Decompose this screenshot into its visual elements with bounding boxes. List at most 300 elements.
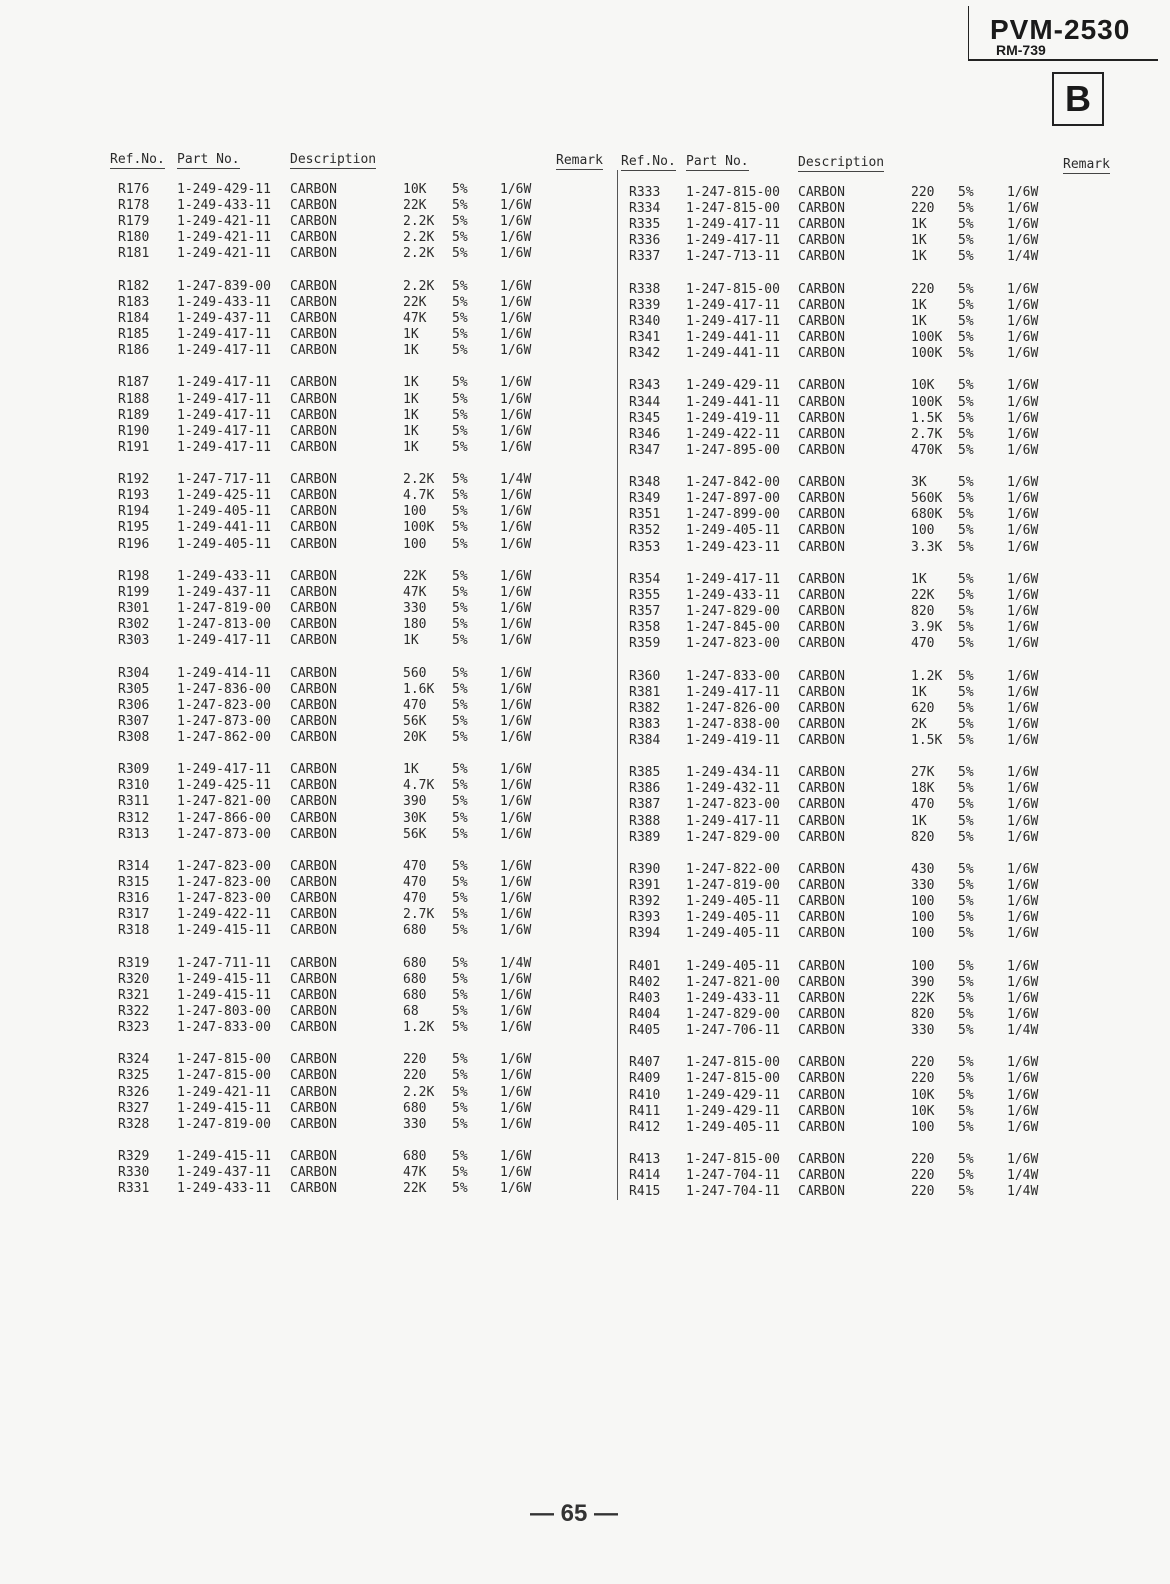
cell-desc: CARBON: [798, 781, 845, 797]
cell-ref: R329: [118, 1149, 150, 1164]
cell-part: 1-249-417-11: [686, 217, 780, 233]
cell-ref: R189: [118, 407, 150, 423]
cell-value: 1K: [403, 633, 419, 649]
cell-watt: 1/6W: [1007, 442, 1039, 458]
right-header-remark: Remark: [1063, 157, 1110, 172]
cell-part: 1-247-815-00: [686, 185, 780, 200]
cell-ref: R303: [118, 633, 150, 649]
cell-tol: 5%: [452, 407, 468, 423]
cell-watt: 1/6W: [500, 907, 532, 923]
cell-watt: 1/6W: [1007, 507, 1039, 523]
cell-desc: CARBON: [798, 571, 845, 587]
cell-tol: 5%: [958, 732, 974, 748]
cell-part: 1-249-433-11: [686, 990, 780, 1006]
cell-watt: 1/6W: [500, 1052, 532, 1068]
cell-value: 220: [911, 185, 935, 200]
cell-desc: CARBON: [290, 1100, 337, 1116]
cell-tol: 5%: [452, 278, 468, 294]
cell-value: 56K: [403, 713, 427, 729]
cell-watt: 1/6W: [1007, 1087, 1039, 1103]
cell-part: 1-249-405-11: [177, 536, 271, 552]
cell-value: 470: [403, 858, 427, 874]
cell-tol: 5%: [958, 1006, 974, 1022]
cell-tol: 5%: [452, 681, 468, 697]
cell-ref: R185: [118, 327, 150, 342]
cell-watt: 1/6W: [500, 891, 532, 907]
cell-desc: CARBON: [290, 327, 337, 342]
cell-value: 3.3K: [911, 539, 943, 555]
cell-watt: 1/6W: [500, 1068, 532, 1084]
cell-watt: 1/4W: [1007, 1023, 1039, 1038]
cell-value: 680: [403, 923, 427, 939]
cell-part: 1-247-897-00: [686, 491, 780, 507]
cell-value: 560K: [911, 491, 943, 507]
cell-tol: 5%: [452, 858, 468, 874]
cell-watt: 1/6W: [1007, 829, 1039, 845]
cell-part: 1-249-405-11: [177, 504, 271, 520]
cell-part: 1-247-704-11: [686, 1168, 780, 1184]
cell-desc: CARBON: [290, 1149, 337, 1164]
cell-desc: CARBON: [798, 1184, 845, 1200]
cell-ref: R322: [118, 1003, 150, 1019]
cell-watt: 1/6W: [1007, 958, 1039, 974]
cell-desc: CARBON: [798, 604, 845, 619]
cell-desc: CARBON: [290, 875, 337, 890]
cell-value: 470: [911, 797, 935, 813]
cell-ref: R307: [118, 713, 150, 729]
cell-desc: CARBON: [290, 1068, 337, 1084]
cell-tol: 5%: [958, 926, 974, 942]
cell-tol: 5%: [958, 781, 974, 797]
cell-ref: R403: [629, 990, 661, 1006]
cell-ref: R394: [629, 926, 661, 942]
cell-part: 1-249-417-11: [686, 684, 780, 700]
cell-part: 1-247-803-00: [177, 1003, 271, 1019]
cell-tol: 5%: [958, 1071, 974, 1087]
cell-part: 1-249-421-11: [177, 214, 271, 230]
cell-ref: R405: [629, 1023, 661, 1038]
model-name: PVM-2530: [990, 14, 1131, 45]
cell-value: 680: [403, 1100, 427, 1116]
cell-watt: 1/6W: [1007, 346, 1039, 362]
cell-watt: 1/6W: [500, 182, 532, 197]
cell-tol: 5%: [958, 1168, 974, 1184]
cell-desc: CARBON: [798, 233, 845, 249]
cell-ref: R306: [118, 697, 150, 713]
header-divider-vertical: [968, 6, 969, 60]
cell-ref: R187: [118, 375, 150, 391]
cell-tol: 5%: [452, 391, 468, 407]
cell-ref: R312: [118, 810, 150, 826]
cell-ref: R336: [629, 233, 661, 249]
cell-tol: 5%: [452, 1052, 468, 1068]
cell-watt: 1/6W: [1007, 410, 1039, 426]
cell-part: 1-249-421-11: [177, 246, 271, 262]
cell-tol: 5%: [958, 1184, 974, 1200]
cell-tol: 5%: [452, 955, 468, 971]
cell-value: 3K: [911, 475, 927, 491]
cell-ref: R193: [118, 488, 150, 504]
cell-desc: CARBON: [798, 636, 845, 652]
cell-value: 2K: [911, 716, 927, 732]
cell-part: 1-249-419-11: [686, 732, 780, 748]
cell-part: 1-247-845-00: [686, 620, 780, 636]
cell-watt: 1/6W: [1007, 281, 1039, 297]
cell-part: 1-247-821-00: [686, 974, 780, 990]
cell-value: 22K: [911, 587, 935, 603]
cell-part: 1-247-711-11: [177, 955, 271, 971]
cell-value: 100K: [403, 520, 435, 536]
cell-value: 220: [911, 1184, 935, 1200]
cell-ref: R309: [118, 762, 150, 778]
cell-desc: CARBON: [290, 633, 337, 649]
cell-watt: 1/6W: [500, 697, 532, 713]
cell-desc: CARBON: [798, 926, 845, 942]
cell-value: 2.7K: [911, 426, 943, 442]
cell-desc: CARBON: [798, 668, 845, 684]
cell-watt: 1/6W: [1007, 797, 1039, 813]
cell-ref: R323: [118, 1020, 150, 1035]
cell-desc: CARBON: [798, 330, 845, 345]
cell-tol: 5%: [958, 604, 974, 619]
cell-desc: CARBON: [290, 1084, 337, 1100]
cell-watt: 1/6W: [1007, 813, 1039, 829]
cell-desc: CARBON: [798, 491, 845, 507]
cell-part: 1-249-417-11: [686, 313, 780, 329]
cell-ref: R196: [118, 536, 150, 552]
cell-ref: R415: [629, 1184, 661, 1200]
cell-watt: 1/6W: [500, 762, 532, 778]
cell-tol: 5%: [452, 891, 468, 907]
cell-part: 1-247-829-00: [686, 829, 780, 845]
cell-value: 22K: [403, 568, 427, 584]
cell-tol: 5%: [452, 729, 468, 745]
cell-part: 1-249-433-11: [686, 587, 780, 603]
cell-part: 1-249-415-11: [177, 987, 271, 1003]
cell-tol: 5%: [452, 230, 468, 246]
cell-part: 1-249-417-11: [177, 375, 271, 391]
cell-ref: R178: [118, 198, 150, 214]
cell-ref: R195: [118, 520, 150, 536]
cell-desc: CARBON: [798, 861, 845, 877]
cell-watt: 1/6W: [1007, 765, 1039, 781]
cell-desc: CARBON: [290, 923, 337, 939]
cell-desc: CARBON: [290, 665, 337, 681]
cell-part: 1-247-873-00: [177, 713, 271, 729]
cell-desc: CARBON: [798, 523, 845, 539]
cell-part: 1-249-423-11: [686, 539, 780, 555]
cell-desc: CARBON: [798, 1055, 845, 1071]
cell-value: 47K: [403, 310, 427, 326]
cell-desc: CARBON: [290, 858, 337, 874]
cell-watt: 1/6W: [500, 1181, 532, 1197]
cell-tol: 5%: [958, 394, 974, 410]
cell-part: 1-249-425-11: [177, 778, 271, 794]
cell-part: 1-247-823-00: [177, 697, 271, 713]
cell-part: 1-249-441-11: [686, 330, 780, 345]
cell-watt: 1/6W: [1007, 426, 1039, 442]
cell-desc: CARBON: [290, 778, 337, 794]
cell-value: 10K: [911, 1103, 935, 1119]
cell-ref: R411: [629, 1103, 661, 1119]
cell-watt: 1/6W: [1007, 587, 1039, 603]
cell-value: 100: [911, 958, 935, 974]
cell-desc: CARBON: [290, 536, 337, 552]
cell-watt: 1/6W: [1007, 475, 1039, 491]
cell-part: 1-249-417-11: [686, 297, 780, 313]
cell-tol: 5%: [452, 568, 468, 584]
cell-watt: 1/6W: [1007, 539, 1039, 555]
cell-watt: 1/6W: [1007, 491, 1039, 507]
cell-tol: 5%: [452, 633, 468, 649]
cell-desc: CARBON: [798, 894, 845, 910]
cell-part: 1-247-713-11: [686, 249, 780, 265]
cell-watt: 1/6W: [500, 713, 532, 729]
cell-tol: 5%: [958, 442, 974, 458]
cell-watt: 1/6W: [1007, 974, 1039, 990]
cell-ref: R305: [118, 681, 150, 697]
cell-watt: 1/6W: [500, 778, 532, 794]
cell-part: 1-247-815-00: [686, 1055, 780, 1071]
page-number: — 65 —: [530, 1500, 619, 1527]
cell-part: 1-249-429-11: [686, 1087, 780, 1103]
cell-value: 2.2K: [403, 246, 435, 262]
cell-desc: CARBON: [290, 246, 337, 262]
cell-value: 20K: [403, 729, 427, 745]
cell-desc: CARBON: [798, 587, 845, 603]
cell-ref: R348: [629, 475, 661, 491]
cell-part: 1-249-417-11: [177, 423, 271, 439]
cell-value: 1K: [403, 423, 419, 439]
cell-value: 1K: [403, 407, 419, 423]
cell-tol: 5%: [452, 665, 468, 681]
cell-desc: CARBON: [798, 1119, 845, 1135]
cell-ref: R316: [118, 891, 150, 907]
cell-ref: R340: [629, 313, 661, 329]
cell-part: 1-249-429-11: [686, 378, 780, 394]
left-header-description: Description: [290, 152, 377, 167]
cell-ref: R392: [629, 894, 661, 910]
cell-desc: CARBON: [798, 990, 845, 1006]
cell-ref: R386: [629, 781, 661, 797]
cell-part: 1-249-437-11: [177, 1165, 271, 1181]
cell-desc: CARBON: [290, 955, 337, 971]
cell-ref: R354: [629, 571, 661, 587]
cell-desc: CARBON: [290, 294, 337, 310]
cell-ref: R176: [118, 182, 150, 197]
cell-tol: 5%: [958, 523, 974, 539]
cell-watt: 1/6W: [500, 327, 532, 342]
cell-value: 2.7K: [403, 907, 435, 923]
cell-desc: CARBON: [290, 826, 337, 842]
cell-tol: 5%: [452, 987, 468, 1003]
cell-watt: 1/6W: [500, 875, 532, 890]
cell-desc: CARBON: [290, 214, 337, 230]
cell-desc: CARBON: [290, 488, 337, 504]
cell-desc: CARBON: [290, 1116, 337, 1132]
cell-desc: CARBON: [798, 797, 845, 813]
cell-part: 1-249-417-11: [686, 571, 780, 587]
cell-value: 470K: [911, 442, 943, 458]
cell-desc: CARBON: [798, 426, 845, 442]
cell-value: 100K: [911, 330, 943, 345]
cell-part: 1-249-441-11: [177, 520, 271, 536]
cell-value: 680K: [911, 507, 943, 523]
cell-value: 820: [911, 829, 935, 845]
cell-tol: 5%: [958, 410, 974, 426]
cell-ref: R339: [629, 297, 661, 313]
cell-tol: 5%: [958, 281, 974, 297]
cell-desc: CARBON: [290, 810, 337, 826]
cell-desc: CARBON: [290, 343, 337, 359]
cell-ref: R315: [118, 875, 150, 890]
cell-value: 100: [911, 926, 935, 942]
cell-desc: CARBON: [798, 313, 845, 329]
cell-desc: CARBON: [290, 1003, 337, 1019]
cell-ref: R357: [629, 604, 661, 619]
cell-ref: R347: [629, 442, 661, 458]
cell-desc: CARBON: [290, 423, 337, 439]
cell-part: 1-249-434-11: [686, 765, 780, 781]
cell-part: 1-247-813-00: [177, 617, 271, 633]
cell-ref: R317: [118, 907, 150, 923]
cell-part: 1-247-823-00: [177, 858, 271, 874]
cell-ref: R333: [629, 185, 661, 200]
cell-ref: R413: [629, 1152, 661, 1167]
cell-value: 30K: [403, 810, 427, 826]
cell-watt: 1/6W: [1007, 990, 1039, 1006]
cell-tol: 5%: [452, 488, 468, 504]
cell-part: 1-249-421-11: [177, 1084, 271, 1100]
cell-value: 430: [911, 861, 935, 877]
cell-desc: CARBON: [798, 1168, 845, 1184]
cell-watt: 1/6W: [1007, 1006, 1039, 1022]
cell-watt: 1/6W: [500, 681, 532, 697]
cell-part: 1-247-815-00: [686, 281, 780, 297]
cell-watt: 1/6W: [500, 504, 532, 520]
cell-value: 4.7K: [403, 778, 435, 794]
cell-part: 1-249-405-11: [686, 894, 780, 910]
cell-tol: 5%: [452, 294, 468, 310]
cell-ref: R355: [629, 587, 661, 603]
cell-tol: 5%: [452, 214, 468, 230]
cell-tol: 5%: [958, 1152, 974, 1167]
cell-ref: R381: [629, 684, 661, 700]
cell-desc: CARBON: [798, 910, 845, 926]
cell-tol: 5%: [452, 439, 468, 455]
cell-tol: 5%: [958, 378, 974, 394]
cell-value: 390: [403, 794, 427, 810]
right-header-ref: Ref.No.: [621, 154, 676, 169]
cell-part: 1-249-433-11: [177, 568, 271, 584]
cell-ref: R321: [118, 987, 150, 1003]
cell-part: 1-249-437-11: [177, 584, 271, 600]
left-header-remark: Remark: [556, 153, 603, 168]
cell-value: 1K: [911, 233, 927, 249]
cell-tol: 5%: [452, 617, 468, 633]
cell-tol: 5%: [452, 1068, 468, 1084]
cell-tol: 5%: [452, 810, 468, 826]
cell-watt: 1/6W: [1007, 233, 1039, 249]
cell-value: 1K: [911, 249, 927, 265]
cell-tol: 5%: [452, 198, 468, 214]
cell-tol: 5%: [958, 249, 974, 265]
cell-tol: 5%: [958, 217, 974, 233]
cell-value: 390: [911, 974, 935, 990]
cell-value: 1.2K: [403, 1020, 435, 1035]
cell-value: 680: [403, 955, 427, 971]
cell-desc: CARBON: [290, 1181, 337, 1197]
cell-value: 220: [911, 1055, 935, 1071]
cell-tol: 5%: [452, 907, 468, 923]
cell-value: 220: [911, 1152, 935, 1167]
cell-watt: 1/6W: [500, 633, 532, 649]
cell-ref: R194: [118, 504, 150, 520]
cell-watt: 1/6W: [500, 617, 532, 633]
cell-desc: CARBON: [290, 391, 337, 407]
cell-value: 100: [911, 523, 935, 539]
cell-part: 1-247-862-00: [177, 729, 271, 745]
cell-desc: CARBON: [798, 185, 845, 200]
cell-desc: CARBON: [798, 700, 845, 716]
cell-ref: R407: [629, 1055, 661, 1071]
cell-desc: CARBON: [290, 375, 337, 391]
cell-watt: 1/6W: [500, 391, 532, 407]
cell-ref: R358: [629, 620, 661, 636]
cell-watt: 1/6W: [500, 923, 532, 939]
cell-watt: 1/6W: [1007, 878, 1039, 893]
cell-ref: R382: [629, 700, 661, 716]
cell-desc: CARBON: [290, 1052, 337, 1068]
cell-ref: R314: [118, 858, 150, 874]
cell-value: 22K: [403, 198, 427, 214]
cell-ref: R341: [629, 330, 661, 345]
left-header-part: Part No.: [177, 152, 240, 167]
cell-part: 1-247-823-00: [177, 875, 271, 890]
cell-value: 680: [403, 971, 427, 987]
cell-value: 220: [911, 281, 935, 297]
cell-ref: R345: [629, 410, 661, 426]
cell-desc: CARBON: [798, 394, 845, 410]
cell-ref: R338: [629, 281, 661, 297]
cell-value: 2.2K: [403, 472, 435, 488]
cell-tol: 5%: [452, 1149, 468, 1164]
cell-watt: 1/6W: [500, 1003, 532, 1019]
cell-watt: 1/6W: [1007, 1055, 1039, 1071]
cell-tol: 5%: [452, 520, 468, 536]
cell-value: 330: [403, 1116, 427, 1132]
left-header-ref: Ref.No.: [110, 152, 165, 167]
cell-watt: 1/6W: [1007, 636, 1039, 652]
cell-part: 1-247-819-00: [177, 1116, 271, 1132]
cell-ref: R302: [118, 617, 150, 633]
cell-desc: CARBON: [798, 378, 845, 394]
cell-part: 1-247-815-00: [686, 201, 780, 217]
cell-watt: 1/6W: [1007, 668, 1039, 684]
cell-value: 1K: [911, 297, 927, 313]
cell-ref: R192: [118, 472, 150, 488]
cell-value: 220: [911, 1071, 935, 1087]
right-header-part: Part No.: [686, 154, 749, 169]
cell-desc: CARBON: [798, 1087, 845, 1103]
cell-watt: 1/6W: [500, 665, 532, 681]
cell-value: 18K: [911, 781, 935, 797]
cell-watt: 1/6W: [1007, 1103, 1039, 1119]
cell-part: 1-247-829-00: [686, 1006, 780, 1022]
cell-ref: R412: [629, 1119, 661, 1135]
cell-value: 1K: [911, 571, 927, 587]
cell-ref: R191: [118, 439, 150, 455]
